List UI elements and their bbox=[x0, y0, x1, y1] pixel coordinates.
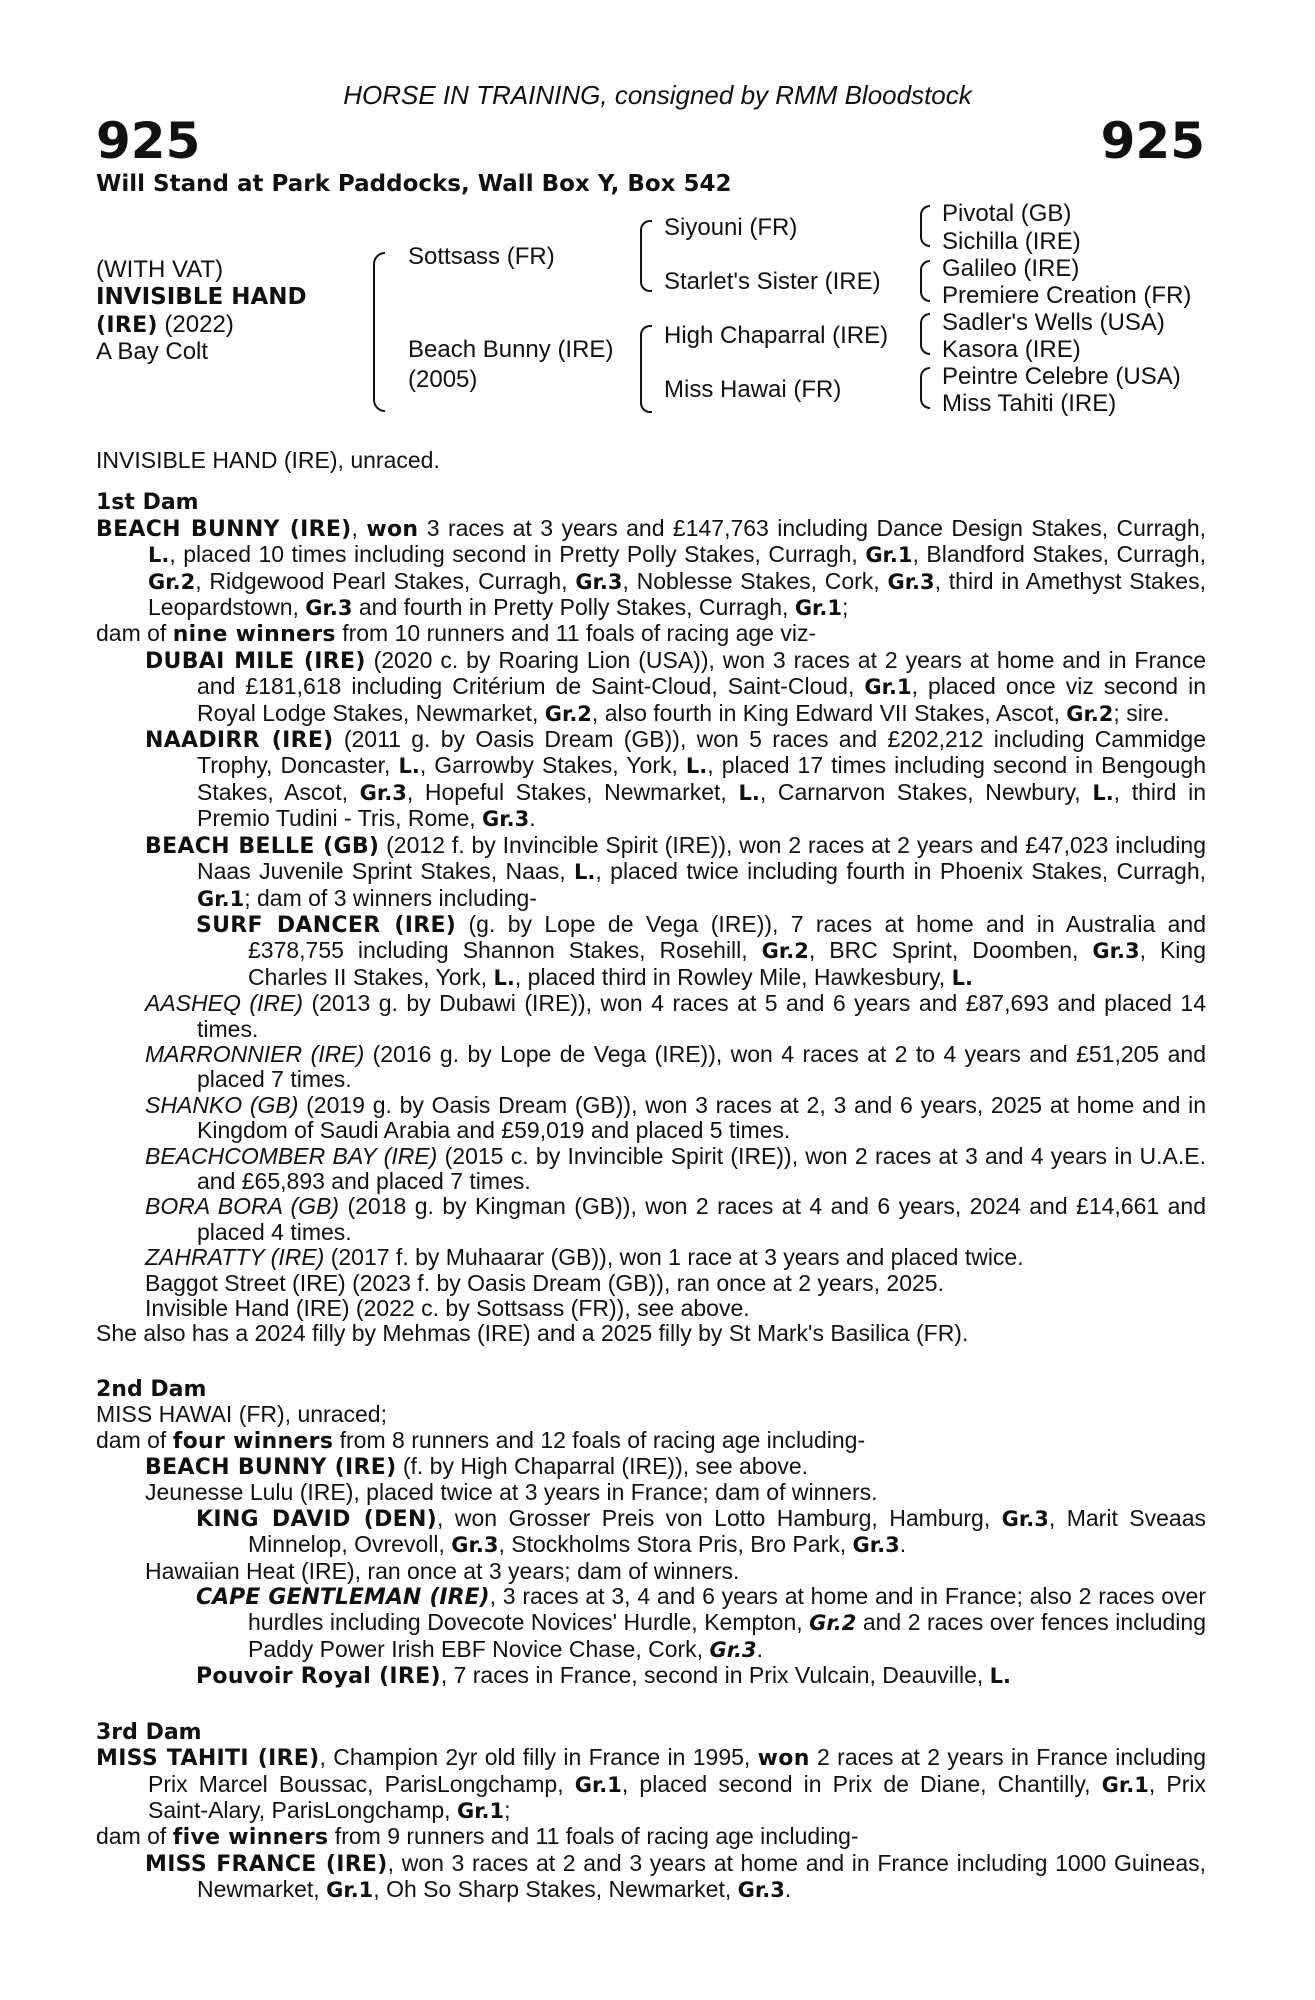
lot-number-right: 925 bbox=[1100, 112, 1205, 170]
third-dam-record: MISS TAHITI (IRE), Champion 2yr old filly in France in 1995, won 2 races at 2 years in France including Prix Marcel Boussac, ParisLongchamp, Gr.1, placed second in Prix de Diane, Chantilly, Gr.1, Prix Saint-Alary, ParisLongchamp, Gr.1; bbox=[96, 1744, 1206, 1823]
produce-bora-bora: BORA BORA (GB) (2018 g. by Kingman (GB)), won 2 races at 4 and 6 years, 2024 and £14,661 and placed 4 times. bbox=[145, 1193, 1206, 1245]
produce-hawaiian-heat: Hawaiian Heat (IRE), ran once at 3 years; dam of winners. bbox=[145, 1557, 740, 1584]
produce-jeunesse-lulu: Jeunesse Lulu (IRE), placed twice at 3 years in France; dam of winners. bbox=[145, 1479, 878, 1506]
pedigree-brace-g12 bbox=[920, 205, 930, 247]
second-dam-heading: 2nd Dam bbox=[96, 1376, 207, 1402]
horse-year: (2022) bbox=[157, 311, 234, 338]
produce-dubai-mile: DUBAI MILE (IRE) (2020 c. by Roaring Lion (USA)), won 3 races at 2 years at home and in France and £181,618 including Critérium de Saint-Cloud, Saint-Cloud, Gr.1, placed once viz second in Royal Lodge Stakes, Newmarket, Gr.2, also fourth in King Edward VII Stakes, Ascot, Gr.2; sire. bbox=[145, 646, 1206, 726]
pedigree-brace-g78 bbox=[920, 367, 930, 409]
produce-pouvoir-royal: Pouvoir Royal (IRE), 7 races in France, second in Prix Vulcain, Deauville, L. bbox=[196, 1662, 1012, 1690]
produce-miss-france: MISS FRANCE (IRE), won 3 races at 2 and 3 years at home and in France including 1000 Guineas, Newmarket, Gr.1, Oh So Sharp Stakes, Newmarket, Gr.3. bbox=[145, 1849, 1207, 1903]
sire-sire: Siyouni (FR) bbox=[664, 214, 798, 241]
grandsire-7: Peintre Celebre (USA) bbox=[942, 363, 1181, 390]
sire-dam: Starlet's Sister (IRE) bbox=[664, 268, 881, 295]
third-dam-produce-summary: dam of five winners from 9 runners and 11 foals of racing age including- bbox=[96, 1823, 859, 1851]
pedigree-brace-dam bbox=[640, 325, 652, 413]
pedigree-brace-sire bbox=[640, 220, 652, 292]
grandsire-1: Pivotal (GB) bbox=[942, 200, 1072, 227]
horse-origin-line bbox=[96, 311, 234, 340]
dam-dam: Miss Hawai (FR) bbox=[664, 376, 842, 403]
granddam-4: Premiere Creation (FR) bbox=[942, 282, 1192, 309]
second-dam-produce-summary: dam of four winners from 8 runners and 12 foals of racing age including- bbox=[96, 1426, 866, 1454]
granddam-2: Sichilla (IRE) bbox=[942, 228, 1081, 255]
pedigree-notes bbox=[96, 448, 1206, 1904]
produce-king-david: KING DAVID (DEN), won Grosser Preis von Lotto Hamburg, Hamburg, Gr.3, Marit Sveaas Minnelop, Ovrevoll, Gr.3, Stockholms Stora Pris, Bro Park, Gr.3. bbox=[196, 1504, 1207, 1558]
produce-marronnier: MARRONNIER (IRE) (2016 g. by Lope de Vega (IRE)), won 4 races at 2 to 4 years and £51,205 and placed 7 times. bbox=[145, 1040, 1206, 1093]
pedigree-brace-parents bbox=[373, 252, 385, 412]
horse-name: INVISIBLE HAND bbox=[96, 284, 307, 310]
second-dam-record: MISS HAWAI (FR), unraced; bbox=[96, 1401, 387, 1428]
produce-naadirr: NAADIRR (IRE) (2011 g. by Oasis Dream (GB)), won 5 races and £202,212 including Cammidge Trophy, Doncaster, L., Garrowby Stakes, York, L., placed 17 times including second in Bengough Stakes, Ascot, Gr.3, Hopeful Stakes, Newmarket, L., Carnarvon Stakes, Newbury, L., third in Premio Tudini - Tris, Rome, Gr.3. bbox=[145, 726, 1206, 832]
produce-invisible-hand: Invisible Hand (IRE) (2022 c. by Sottsass (FR)), see above. bbox=[145, 1295, 750, 1321]
grandsire-3: Galileo (IRE) bbox=[942, 255, 1080, 282]
also-has-line: She also has a 2024 filly by Mehmas (IRE) and a 2025 filly by St Mark's Basilica (FR). bbox=[96, 1320, 969, 1347]
pedigree-brace-g56 bbox=[920, 313, 930, 355]
produce-baggot-street: Baggot Street (IRE) (2023 f. by Oasis Dream (GB)), ran once at 2 years, 2025. bbox=[145, 1269, 944, 1296]
pedigree-brace-g34 bbox=[920, 260, 930, 302]
horse-origin: (IRE) bbox=[96, 313, 158, 338]
granddam-6: Kasora (IRE) bbox=[942, 336, 1081, 363]
produce-cape-gentleman: CAPE GENTLEMAN (IRE), 3 races at 3, 4 and 6 years at home and in France; also 2 races over hurdles including Dovecote Novices' Hurdle, Kempton, Gr.2 and 2 races over fences including Paddy Power Irish EBF Novice Chase, Cork, Gr.3. bbox=[196, 1583, 1207, 1662]
lot-number-left: 925 bbox=[96, 112, 201, 170]
first-dam-heading: 1st Dam bbox=[96, 490, 199, 516]
vat-label: (WITH VAT) bbox=[96, 256, 224, 283]
dam-sire: High Chaparral (IRE) bbox=[664, 322, 889, 349]
first-dam-produce-summary: dam of nine winners from 10 runners and 11 foals of racing age viz- bbox=[96, 620, 817, 648]
third-dam-heading: 3rd Dam bbox=[96, 1719, 202, 1745]
sire: Sottsass (FR) bbox=[408, 243, 555, 270]
produce-beachcomber-bay: BEACHCOMBER BAY (IRE) (2015 c. by Invincible Spirit (IRE)), won 2 races at 3 and 4 years in U.A.E. and £65,893 and placed 7 times. bbox=[145, 1142, 1206, 1194]
dam: Beach Bunny (IRE) bbox=[408, 336, 614, 363]
produce-beach-belle: BEACH BELLE (GB) (2012 f. by Invincible Spirit (IRE)), won 2 races at 2 years and £47,023 including Naas Juvenile Sprint Stakes, Naas, L., placed twice including fourth in Phoenix Stakes, Curragh, Gr.1; dam of 3 winners including- bbox=[145, 831, 1206, 911]
grandsire-5: Sadler's Wells (USA) bbox=[942, 309, 1165, 336]
consignment-line: HORSE IN TRAINING, consigned by RMM Bloodstock bbox=[343, 80, 972, 110]
intro-line: INVISIBLE HAND (IRE), unraced. bbox=[96, 447, 440, 473]
produce-shanko: SHANKO (GB) (2019 g. by Oasis Dream (GB)), won 3 races at 2, 3 and 6 years, 2025 at home and in Kingdom of Saudi Arabia and £59,019 and placed 5 times. bbox=[145, 1091, 1207, 1144]
dam-year: (2005) bbox=[408, 366, 478, 393]
produce-beach-bunny: BEACH BUNNY (IRE) (f. by High Chaparral (IRE)), see above. bbox=[145, 1453, 809, 1481]
first-dam-record: BEACH BUNNY (IRE), won 3 races at 3 years and £147,763 including Dance Design Stakes, Curragh, L., placed 10 times including second in Pretty Polly Stakes, Curragh, Gr.1, Blandford Stakes, Curragh, Gr.2, Ridgewood Pearl Stakes, Curragh, Gr.3, Noblesse Stakes, Cork, Gr.3, third in Amethyst Stakes, Leopardstown, Gr.3 and fourth in Pretty Polly Stakes, Curragh, Gr.1; bbox=[96, 514, 1206, 621]
granddam-8: Miss Tahiti (IRE) bbox=[942, 390, 1117, 417]
produce-surf-dancer: SURF DANCER (IRE) (g. by Lope de Vega (IRE)), 7 races at home and in Australia and £378,755 including Shannon Stakes, Rosehill, Gr.2, BRC Sprint, Doomben, Gr.3, King Charles II Stakes, York, L., placed third in Rowley Mile, Hawkesbury, L. bbox=[196, 910, 1206, 990]
horse-description: A Bay Colt bbox=[96, 338, 209, 365]
stand-location: Will Stand at Park Paddocks, Wall Box Y, Box 542 bbox=[96, 171, 732, 197]
produce-zahratty: ZAHRATTY (IRE) (2017 f. by Muhaarar (GB)), won 1 race at 3 years and placed twice. bbox=[145, 1244, 1024, 1271]
produce-aasheq: AASHEQ (IRE) (2013 g. by Dubawi (IRE)), won 4 races at 5 and 6 years and £87,693 and placed 14 times. bbox=[145, 990, 1206, 1042]
